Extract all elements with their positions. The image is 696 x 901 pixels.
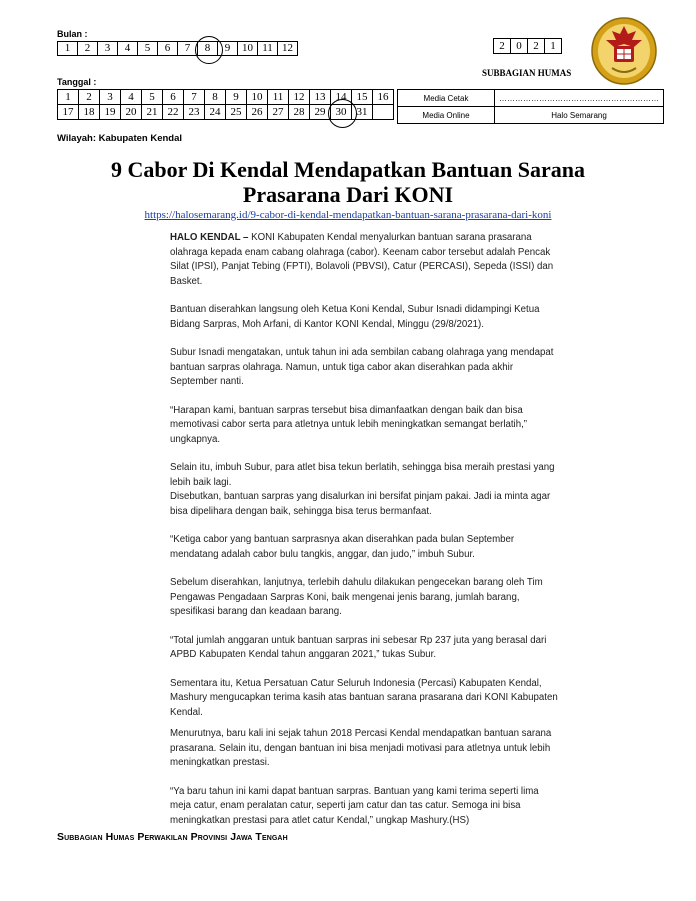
day-cell: 5 — [142, 90, 163, 105]
tanggal-label: Tanggal : — [57, 77, 97, 87]
day-cell: 18 — [79, 105, 100, 120]
month-cell: 11 — [258, 42, 278, 56]
day-cell: 8 — [205, 90, 226, 105]
day-cell: 17 — [58, 105, 79, 120]
day-cell: 4 — [121, 90, 142, 105]
month-grid — [57, 41, 298, 56]
article-lead: HALO KENDAL – — [170, 232, 249, 243]
day-cell: 2 — [79, 90, 100, 105]
article-paragraph: “Harapan kami, bantuan sarpras tersebut bisa dimanfaatkan dengan baik dan bisa memotivasi cabor serta para atletnya untuk lebih meningkatkan semangat berlatih,” ungkapnya. — [170, 404, 528, 445]
month-cell: 4 — [118, 42, 138, 56]
day-cell: 16 — [373, 90, 394, 105]
article-paragraph: Sebelum diserahkan, lanjutnya, terlebih dahulu dilakukan pengecekan barang oleh Tim Pengawas Pengadaan Sarpras Koni, baik mengenai jenis barang, jumlah barang, spesifikasi barang dan keadaan barang. — [170, 577, 543, 617]
year-digit-cell: 2 — [528, 39, 545, 54]
day-cell: 22 — [163, 105, 184, 120]
year-digit-cell: 1 — [545, 39, 562, 54]
article-paragraph: Sementara itu, Ketua Persatuan Catur Seluruh Indonesia (Percasi) Kabupaten Kendal, Mashury mengucapkan terima kasih atas bantuan sarana prasarana dari KONI Kabupaten Kendal. — [170, 677, 558, 718]
year-box — [493, 38, 562, 54]
month-cell: 6 — [158, 42, 178, 56]
day-cell: 11 — [268, 90, 289, 105]
month-cell: 9 — [218, 42, 238, 56]
day-cell: 19 — [100, 105, 121, 120]
year-digit-cell: 2 — [494, 39, 511, 54]
media-online-label: Media Online — [398, 107, 495, 124]
month-cell: 12 — [278, 42, 298, 56]
article-paragraph: “Ketiga cabor yang bantuan sarprasnya akan diserahkan pada bulan September mendatang adalah cabor bulu tangkis, anggar, dan judo,” imbuh Subur. — [170, 534, 515, 560]
month-cell: 3 — [98, 42, 118, 56]
article-title — [60, 157, 636, 207]
day-cell: 26 — [247, 105, 268, 120]
selection-circle — [328, 99, 357, 128]
bulan-label: Bulan : — [57, 29, 88, 39]
garuda-emblem-icon — [590, 16, 658, 86]
day-cell: 21 — [142, 105, 163, 120]
day-cell — [373, 105, 394, 120]
article-link[interactable]: https://halosemarang.id/9-cabor-di-kendal-mendapatkan-bantuan-sarana-prasarana-dari-koni — [144, 209, 552, 221]
title-line-2: Prasarana Dari KONI — [242, 182, 454, 207]
month-cell: 10 — [238, 42, 258, 56]
day-cell: 10 — [247, 90, 268, 105]
day-cell: 14 — [331, 90, 352, 105]
day-cell: 13 — [310, 90, 331, 105]
article-paragraph: HALO KENDAL – KONI Kabupaten Kendal menyalurkan bantuan sarana prasarana olahraga kepada enam cabang olahraga (cabor). Keenam cabor tersebut adalah Pencak Silat (IPSI), Panjat Tebing (FPTI), Bolavoli (PBVSI), Catur (PERCASI), Sepeda (ISSI) dan Basket. — [170, 232, 554, 287]
day-cell: 25 — [226, 105, 247, 120]
article-body — [170, 231, 562, 842]
article-paragraph: Subur Isnadi mengatakan, untuk tahun ini ada sembilan cabang olahraga yang mendapat bantuan sarpras olahraga. Namun, untuk tiga cabor akan diserahkan pada akhir September nanti. — [170, 347, 554, 387]
month-cell: 8 — [198, 42, 218, 56]
selection-circle — [195, 36, 223, 64]
day-cell: 3 — [100, 90, 121, 105]
day-cell: 20 — [121, 105, 142, 120]
footer-label: Subbagian Humas Perwakilan Provinsi Jawa Tengah — [57, 831, 288, 843]
article-paragraph: Menurutnya, baru kali ini sejak tahun 2018 Percasi Kendal mendapatkan bantuan sarana prasarana. Selain itu, dengan bantuan ini bisa menjadi motivasi para atletnya untuk lebih meningkatkan prestasi. — [170, 728, 552, 768]
year-digit-cell: 0 — [511, 39, 528, 54]
media-online-value: Halo Semarang — [495, 107, 664, 124]
day-cell: 6 — [163, 90, 184, 105]
month-cell: 5 — [138, 42, 158, 56]
month-cell: 7 — [178, 42, 198, 56]
wilayah-label: Wilayah: Kabupaten Kendal — [57, 133, 183, 144]
day-cell: 28 — [289, 105, 310, 120]
day-cell: 7 — [184, 90, 205, 105]
article-paragraph: “Total jumlah anggaran untuk bantuan sarpras ini sebesar Rp 237 juta yang berasal dari APBD Kabupaten Kendal tahun anggaran 2021,” tukas Subur. — [170, 634, 547, 660]
day-cell: 9 — [226, 90, 247, 105]
day-cell: 29 — [310, 105, 331, 120]
title-line-1: 9 Cabor Di Kendal Mendapatkan Bantuan Sarana — [111, 157, 585, 182]
day-cell: 27 — [268, 105, 289, 120]
day-cell: 24 — [205, 105, 226, 120]
media-table — [397, 89, 664, 124]
article-paragraph: Disebutkan, bantuan sarpras yang disalurkan ini bersifat pinjam pakai. Jadi ia minta agar bisa dipelihara dengan baik, sehingga bisa terus bermanfaat. — [170, 491, 551, 517]
media-cetak-value: …………………………………………………… — [495, 90, 664, 107]
month-cell: 2 — [78, 42, 98, 56]
day-cell: 15 — [352, 90, 373, 105]
article-paragraph: “Ya baru tahun ini kami dapat bantuan sarpras. Bantuan yang kami terima seperti lima meja catur, enam peralatan catur, seperti jam catur dan tas catur. Semoga ini bisa meningkatkan prestasi para atlet catur Kendal,” ungkap Mashury.(HS) — [170, 785, 539, 826]
media-cetak-label: Media Cetak — [398, 90, 495, 107]
department-label: SUBBAGIAN HUMAS — [482, 68, 572, 78]
day-cell: 31 — [352, 105, 373, 120]
day-cell: 12 — [289, 90, 310, 105]
day-cell: 23 — [184, 105, 205, 120]
article-paragraph: Selain itu, imbuh Subur, para atlet bisa tekun berlatih, sehingga bisa meraih prestasi yang lebih baik lagi. — [170, 462, 555, 488]
article-paragraph: Bantuan diserahkan langsung oleh Ketua Koni Kendal, Subur Isnadi didampingi Ketua Bidang Sarpras, Moh Arfani, di Kantor KONI Kendal, Minggu (29/8/2021). — [170, 304, 540, 330]
month-cell: 1 — [58, 42, 78, 56]
day-cell: 30 — [331, 105, 352, 120]
day-cell: 1 — [58, 90, 79, 105]
